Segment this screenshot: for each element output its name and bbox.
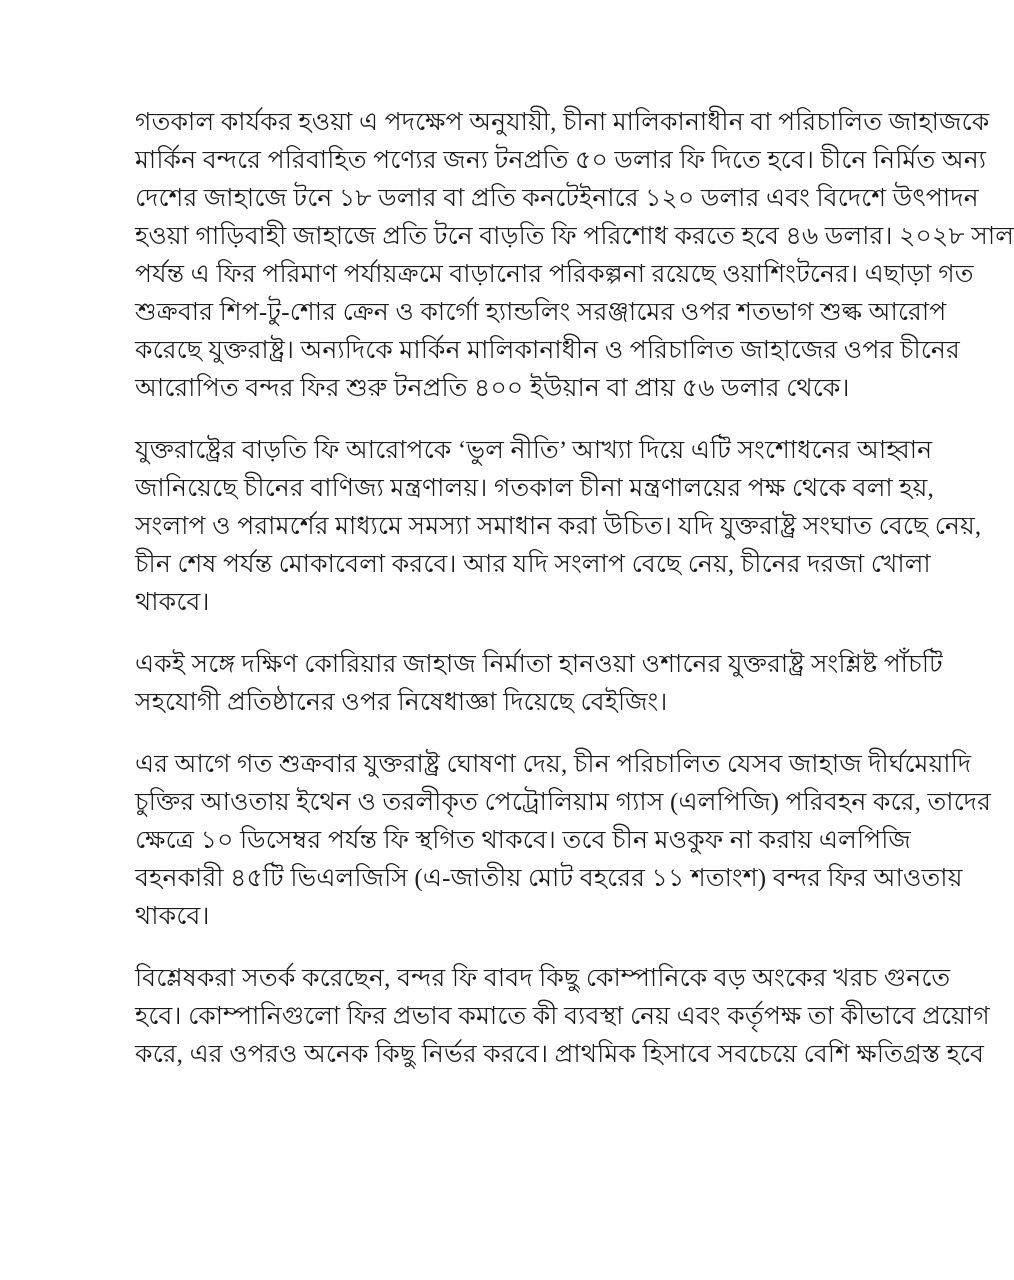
paragraph-hanwha-sanctions	[135, 646, 943, 722]
text-line: হওয়া গাড়িবাহী জাহাজে প্রতি টনে বাড়তি ফি পরিশোধ করতে হবে ৪৬ ডলার। ২০২৮ সাল	[135, 223, 1014, 250]
text-line: গতকাল কার্যকর হওয়া এ পদক্ষেপ অনুযায়ী, চীনা মালিকানাধীন বা পরিচালিত জাহাজকে	[135, 109, 990, 136]
text-line: মার্কিন বন্দরে পরিবাহিত পণ্যের জন্য টনপ্রতি ৫০ ডলার ফি দিতে হবে। চীনে নির্মিত অন্য	[135, 147, 987, 174]
text-line: দেশের জাহাজে টনে ১৮ ডলার বা প্রতি কনটেইনারে ১২০ ডলার এবং বিদেশে উৎপাদন	[135, 185, 979, 212]
article-body	[135, 104, 1014, 1098]
text-line: বহনকারী ৪৫টি ভিএলজিসি (এ-জাতীয় মোট বহরের ১১ শতাংশ) বন্দর ফির আওতায়	[135, 865, 963, 892]
text-line: থাকবে।	[135, 589, 210, 616]
text-line: বিশ্লেষকরা সতর্ক করেছেন, বন্দর ফি বাবদ কিছু কোম্পানিকে বড় অংকের খরচ গুনতে	[135, 965, 951, 992]
text-line: থাকবে।	[135, 903, 210, 930]
text-line: সহযোগী প্রতিষ্ঠানের ওপর নিষেধাজ্ঞা দিয়েছে বেইজিং।	[135, 689, 668, 716]
paragraph-china-response	[135, 432, 982, 622]
text-line: সংলাপ ও পরামর্শের মাধ্যমে সমস্যা সমাধান করা উচিত। যদি যুক্তরাষ্ট্র সংঘাত বেছে নেয়,	[135, 513, 982, 540]
text-line: করেছে যুক্তরাষ্ট্র। অন্যদিকে মার্কিন মালিকানাধীন ও পরিচালিত জাহাজের ওপর চীনের	[135, 337, 960, 364]
text-line: জানিয়েছে চীনের বাণিজ্য মন্ত্রণালয়। গতকাল চীনা মন্ত্রণালয়ের পক্ষ থেকে বলা হয়,	[135, 475, 934, 502]
text-line: ক্ষেত্রে ১০ ডিসেম্বর পর্যন্ত ফি স্থগিত থাকবে। তবে চীন মওকুফ না করায় এলপিজি	[135, 827, 911, 854]
text-line: শুক্রবার শিপ-টু-শোর ক্রেন ও কার্গো হ্যান্ডলিং সরঞ্জামের ওপর শতভাগ শুল্ক আরোপ	[135, 299, 947, 326]
text-line: এর আগে গত শুক্রবার যুক্তরাষ্ট্র ঘোষণা দেয়, চীন পরিচালিত যেসব জাহাজ দীর্ঘমেয়াদি	[135, 751, 972, 778]
text-line: হবে। কোম্পানিগুলো ফির প্রভাব কমাতে কী ব্যবস্থা নেয় এবং কর্তৃপক্ষ তা কীভাবে প্রয়োগ	[135, 1003, 990, 1030]
text-line: চুক্তির আওতায় ইথেন ও তরলীকৃত পেট্রোলিয়াম গ্যাস (এলপিজি) পরিবহন করে, তাদের	[135, 789, 992, 816]
paragraph-us-fees	[135, 104, 1014, 408]
paragraph-analyst-warning	[135, 960, 990, 1074]
text-line: আরোপিত বন্দর ফির শুরু টনপ্রতি ৪০০ ইউয়ান বা প্রায় ৫৬ ডলার থেকে।	[135, 375, 850, 402]
paragraph-lpg-exemption	[135, 746, 992, 936]
text-line-clipped: করে, এর ওপরও অনেক কিছু নির্ভর করবে। প্রাথমিক হিসাবে সবচেয়ে বেশি ক্ষতিগ্রস্ত হবে	[135, 1041, 985, 1068]
text-line: চীন শেষ পর্যন্ত মোকাবেলা করবে। আর যদি সংলাপ বেছে নেয়, চীনের দরজা খোলা	[135, 551, 931, 578]
text-line: যুক্তরাষ্ট্রের বাড়তি ফি আরোপকে ‘ভুল নীতি’ আখ্যা দিয়ে এটি সংশোধনের আহ্বান	[135, 437, 933, 464]
text-line: পর্যন্ত এ ফির পরিমাণ পর্যায়ক্রমে বাড়ানোর পরিকল্পনা রয়েছে ওয়াশিংটনের। এছাড়া গত	[135, 261, 974, 288]
text-line: একই সঙ্গে দক্ষিণ কোরিয়ার জাহাজ নির্মাতা হানওয়া ওশানের যুক্তরাষ্ট্র সংশ্লিষ্ট পাঁচটি	[135, 651, 943, 678]
